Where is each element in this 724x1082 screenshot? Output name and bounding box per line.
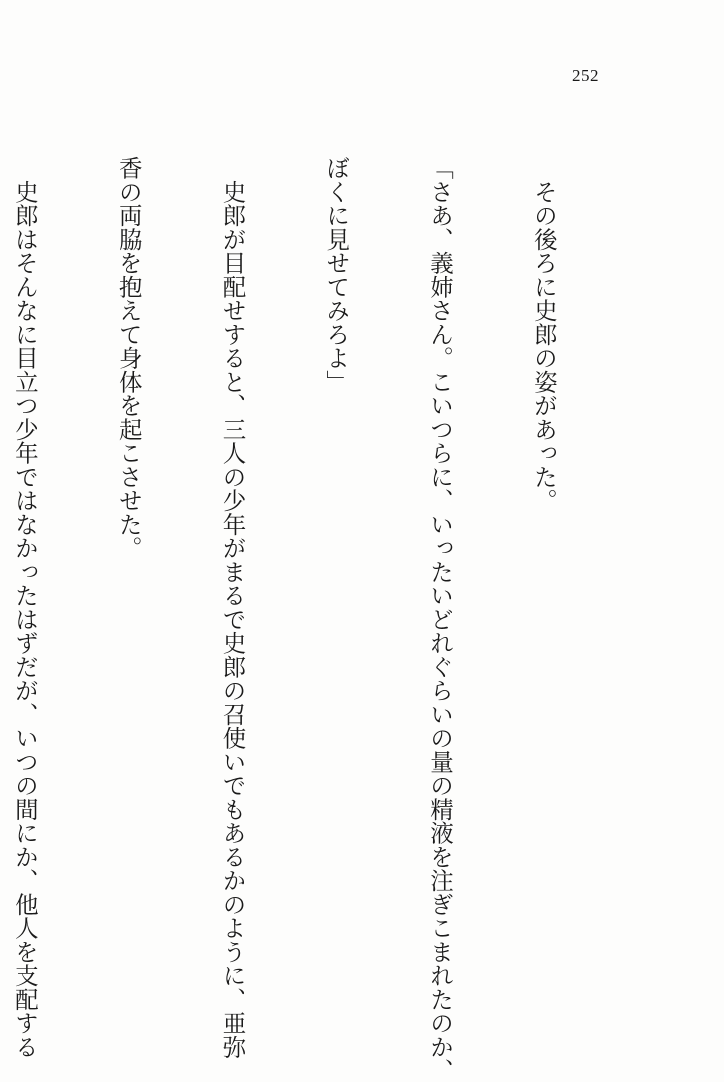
page-number: 252	[572, 66, 599, 85]
text-line: その後ろに史郎の姿があった。	[529, 156, 558, 513]
body-text	[10, 156, 630, 1082]
text-line: 「さあ、義姉さん。こいつらに、いったいどれぐらいの量の精液を注ぎこまれたのか、	[426, 156, 455, 1082]
text-line: 史郎はそんなに目立つ少年ではなかったはずだが、いつの間にか、他人を支配する	[10, 156, 39, 1059]
text-line: ぼくに見せてみろよ」	[322, 156, 351, 394]
text-line: 香の両脇を抱えて身体を起こさせた。	[114, 156, 143, 560]
text-line: 史郎が目配せすると、三人の少年がまるで史郎の召使いでもあるかのように、亜弥	[218, 156, 247, 1059]
